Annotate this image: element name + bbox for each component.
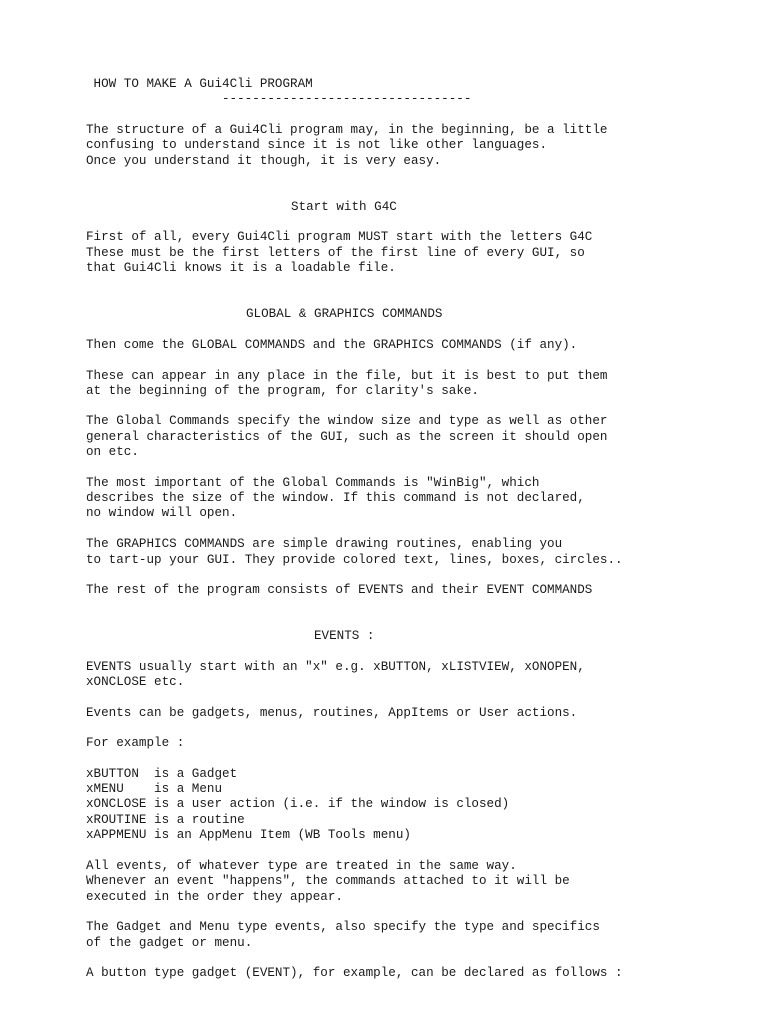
intro-line-3: Once you understand it though, it is very easy. (86, 154, 442, 168)
section2-p2-line-2: at the beginning of the program, for clarity's sake. (86, 384, 479, 398)
section2-p1: Then come the GLOBAL COMMANDS and the GRAPHICS COMMANDS (if any). (86, 338, 578, 352)
section3-p4-line-1: All events, of whatever type are treated in the same way. (86, 859, 517, 873)
section3-p2: Events can be gadgets, menus, routines, AppItems or User actions. (86, 706, 578, 720)
section1-line-1: First of all, every Gui4Cli program MUST start with the letters G4C (86, 230, 593, 244)
section3-p5-line-1: The Gadget and Menu type events, also specify the type and specifics (86, 920, 600, 934)
section2-p6: The rest of the program consists of EVENTS and their EVENT COMMANDS (86, 583, 593, 597)
section2-p5-line-1: The GRAPHICS COMMANDS are simple drawing routines, enabling you (86, 537, 563, 551)
title-underline: --------------------------------- (222, 92, 472, 106)
document-title: HOW TO MAKE A Gui4Cli PROGRAM (86, 77, 313, 91)
section3-p6: A button type gadget (EVENT), for example, can be declared as follows : (86, 966, 623, 980)
example-line-5: xAPPMENU is an AppMenu Item (WB Tools menu) (86, 828, 411, 842)
section2-p3-line-3: on etc. (86, 445, 139, 459)
section2-p3-line-1: The Global Commands specify the window size and type as well as other (86, 414, 608, 428)
example-line-4: xROUTINE is a routine (86, 813, 245, 827)
section2-p5-line-2: to tart-up your GUI. They provide colored text, lines, boxes, circles.. (86, 553, 623, 567)
example-line-1: xBUTTON is a Gadget (86, 767, 238, 781)
section2-p4-line-2: describes the size of the window. If this command is not declared, (86, 491, 585, 505)
section-heading-global: GLOBAL & GRAPHICS COMMANDS (246, 307, 443, 321)
section-heading-start: Start with G4C (291, 200, 397, 214)
intro-line-1: The structure of a Gui4Cli program may, in the beginning, be a little (86, 123, 608, 137)
section3-p4-line-2: Whenever an event "happens", the commands attached to it will be (86, 874, 570, 888)
section3-p4-line-3: executed in the order they appear. (86, 890, 343, 904)
section2-p3-line-2: general characteristics of the GUI, such as the screen it should open (86, 430, 608, 444)
intro-line-2: confusing to understand since it is not like other languages. (86, 138, 548, 152)
section1-line-3: that Gui4Cli knows it is a loadable file. (86, 261, 396, 275)
section3-p5-line-2: of the gadget or menu. (86, 936, 253, 950)
section2-p2-line-1: These can appear in any place in the file, but it is best to put them (86, 369, 608, 383)
section3-p1-line-2: xONCLOSE etc. (86, 675, 185, 689)
section1-line-2: These must be the first letters of the first line of every GUI, so (86, 246, 585, 260)
section3-p3: For example : (86, 736, 185, 750)
section-heading-events: EVENTS : (314, 629, 375, 643)
section2-p4-line-1: The most important of the Global Commands is "WinBig", which (86, 476, 540, 490)
section2-p4-line-3: no window will open. (86, 506, 238, 520)
example-line-2: xMENU is a Menu (86, 782, 223, 796)
example-line-3: xONCLOSE is a user action (i.e. if the window is closed) (86, 797, 510, 811)
section3-p1-line-1: EVENTS usually start with an "x" e.g. xBUTTON, xLISTVIEW, xONOPEN, (86, 660, 585, 674)
